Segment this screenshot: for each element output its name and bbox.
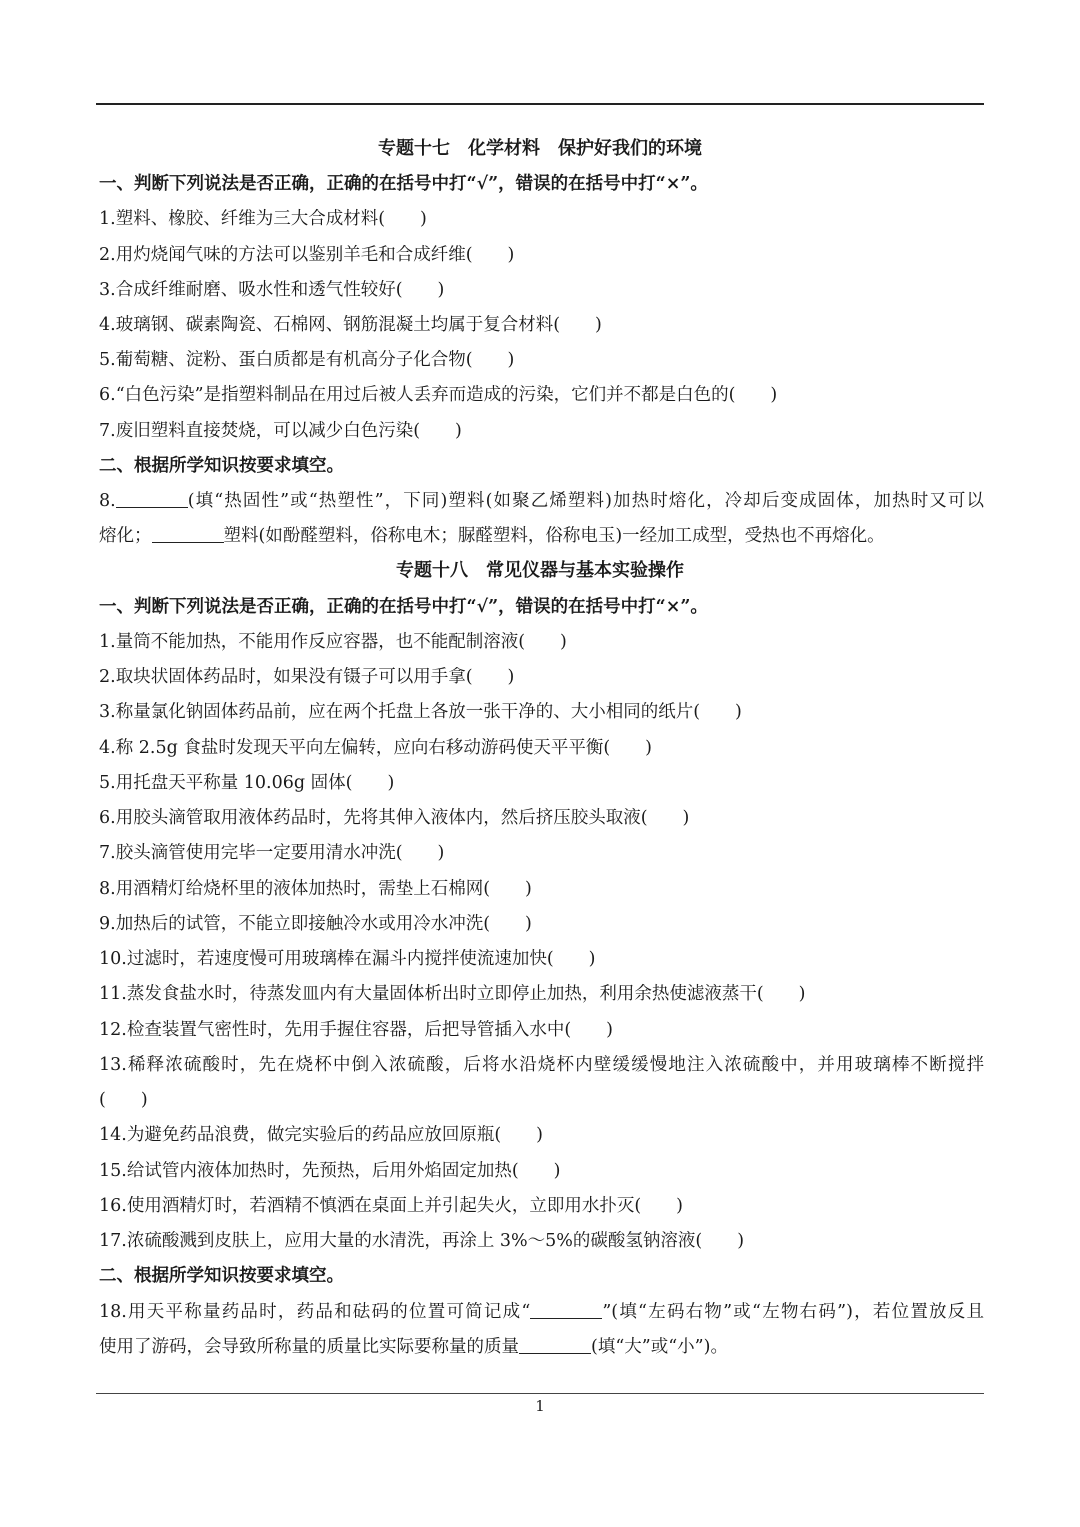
s18-question-6: 6.用胶头滴管取用液体药品时，先将其伸入液体内，然后挤压胶头取液( ) (99, 808, 690, 828)
s18-question-5: 5.用托盘天平称量 10.06g 固体( ) (99, 773, 395, 793)
s18-question-4: 4.称 2.5g 食盐时发现天平向左偏转，应向右移动游码使天平平衡( ) (99, 738, 653, 758)
section17-part1-heading: 一、判断下列说法是否正确，正确的在括号中打“√”，错误的在括号中打“×”。 (99, 174, 708, 194)
section18-title: 专题十八 常见仪器与基本实验操作 (396, 560, 684, 581)
q8-blank-2[interactable] (152, 524, 224, 543)
q18-line2-prefix: 使用了游码，会导致所称量的质量比实际要称量的质量 (99, 1337, 519, 1357)
s18-question-13-line1: 13.稀释浓硫酸时，先在烧杯中倒入浓硫酸，后将水沿烧杯内壁缓缓慢地注入浓硫酸中，并用玻璃棒不断搅拌 (99, 1055, 984, 1075)
s18-question-2: 2.取块状固体药品时，如果没有镊子可以用手拿( ) (99, 667, 515, 687)
s17-question-3: 3.合成纤维耐磨、吸水性和透气性较好( ) (99, 280, 445, 300)
s18-question-14: 14.为避免药品浪费，做完实验后的药品应放回原瓶( ) (99, 1125, 543, 1145)
s18-question-7: 7.胶头滴管使用完毕一定要用清水冲洗( ) (99, 843, 445, 863)
q8-line2-text: 塑料(如酚醛塑料，俗称电木；脲醛塑料，俗称电玉)一经加工成型，受热也不再熔化。 (223, 526, 885, 546)
section17-title: 专题十七 化学材料 保护好我们的环境 (378, 138, 702, 159)
s18-question-15: 15.给试管内液体加热时，先预热，后用外焰固定加热( ) (99, 1161, 561, 1181)
s17-question-6: 6.“白色污染”是指塑料制品在用过后被人丢弃而造成的污染，它们并不都是白色的( ) (99, 385, 778, 405)
s18-question-10: 10.过滤时，若速度慢可用玻璃棒在漏斗内搅拌使流速加快( ) (99, 949, 596, 969)
s17-question-4: 4.玻璃钢、碳素陶瓷、石棉网、钢筋混凝土均属于复合材料( ) (99, 315, 602, 335)
q18-blank-2[interactable] (519, 1335, 591, 1354)
s18-question-3: 3.称量氯化钠固体药品前，应在两个托盘上各放一张干净的、大小相同的纸片( ) (99, 702, 742, 722)
s17-question-7: 7.废旧塑料直接焚烧，可以减少白色污染( ) (99, 421, 462, 441)
s17-question-2: 2.用灼烧闻气味的方法可以鉴别羊毛和合成纤维( ) (99, 245, 515, 265)
s18-question-12: 12.检查装置气密性时，先用手握住容器，后把导管插入水中( ) (99, 1020, 613, 1040)
q18-blank-1[interactable] (530, 1300, 602, 1319)
s17-question-1: 1.塑料、橡胶、纤维为三大合成材料( ) (99, 209, 427, 229)
s18-question-1: 1.量筒不能加热，不能用作反应容器，也不能配制溶液( ) (99, 632, 567, 652)
s18-question-18-line1 (99, 1299, 984, 1325)
section18-part2-heading: 二、根据所学知识按要求填空。 (99, 1266, 344, 1286)
s18-question-8: 8.用酒精灯给烧杯里的液体加热时，需垫上石棉网( ) (99, 879, 532, 899)
q8-prefix: 8. (99, 491, 116, 511)
footer-rule (96, 1393, 984, 1394)
section17-part2-heading: 二、根据所学知识按要求填空。 (99, 456, 344, 476)
s18-question-11: 11.蒸发食盐水时，待蒸发皿内有大量固体析出时立即停止加热，利用余热使滤液蒸干( ) (99, 984, 806, 1004)
q18-line1-text: ”(填“左码右物”或“左物右码”)，若位置放反且 (602, 1302, 984, 1322)
q8-line2-prefix: 熔化； (99, 526, 152, 546)
s18-question-17: 17.浓硫酸溅到皮肤上，应用大量的水清洗，再涂上 3%～5%的碳酸氢钠溶液( ) (99, 1231, 745, 1251)
s17-question-5: 5.葡萄糖、淀粉、蛋白质都是有机高分子化合物( ) (99, 350, 515, 370)
s17-question-8-line1 (99, 488, 984, 514)
q8-line1-text: (填“热固性”或“热塑性”，下同)塑料(如聚乙烯塑料)加热时熔化，冷却后变成固体，加热时又可以 (187, 491, 984, 511)
section18-part1-heading: 一、判断下列说法是否正确，正确的在括号中打“√”，错误的在括号中打“×”。 (99, 597, 708, 617)
s18-question-9: 9.加热后的试管，不能立即接触冷水或用冷水冲洗( ) (99, 914, 532, 934)
s18-question-16: 16.使用酒精灯时，若酒精不慎洒在桌面上并引起失火，立即用水扑灭( ) (99, 1196, 683, 1216)
q18-line2-text: (填“大”或“小”)。 (591, 1337, 728, 1357)
header-rule (96, 103, 984, 105)
s18-question-13-line2: ( ) (99, 1090, 148, 1110)
s17-question-8-line2 (99, 523, 984, 549)
q18-prefix: 18.用天平称量药品时，药品和砝码的位置可简记成“ (99, 1302, 531, 1322)
page-number: 1 (535, 1397, 545, 1415)
s18-question-18-line2 (99, 1334, 984, 1360)
q8-blank-1[interactable] (116, 489, 188, 508)
